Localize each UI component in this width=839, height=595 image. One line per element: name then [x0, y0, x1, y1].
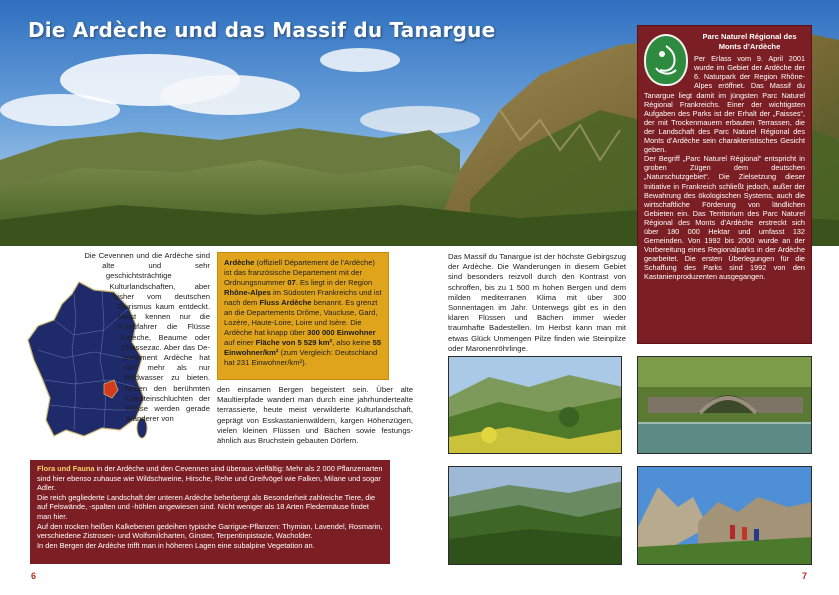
intro-text-continuation: den einsamen Bergen begeistert sein. Über alte Maultierpfade wandert man durch eine jahrhundertealte terrassierte, heute meist verwilderte Kulturlandschaft, geprägt von Esskastanienwäldern, kargen Höhenzügen, vielen kleinen Flüssen und Bächen sowie festungsähnlich aus Bruchstein gebauten Dörfern.	[217, 385, 413, 446]
ardeche-box-text-1: (offiziell Département de l’Ardèche) ist das französische Departement mit der Ordnungsnummer	[224, 258, 375, 287]
ardeche-box-term: Ardèche	[224, 258, 255, 267]
flora-lead: Flora und Fauna	[37, 464, 95, 473]
page-title: Die Ardèche und das Massif du Tanargue	[28, 18, 496, 42]
ardeche-box-text-7: (zum Vergleich: Deutschland hat 231 Einwohner/km²).	[224, 348, 378, 367]
photo-green-hills	[448, 356, 622, 454]
ardeche-box-region: Rhône-Alpes	[224, 288, 271, 297]
photo-forest-valley	[448, 466, 622, 565]
parc-heading: Parc Naturel Régional des Monts d’Ardèche	[702, 32, 797, 51]
flora-paragraph-4: In den Bergen der Ardèche trifft man in höheren Lagen eine subalpine Vegetation an.	[37, 540, 315, 550]
intro-text-column	[30, 251, 210, 451]
ardeche-box-text-3: im Südosten Frankreichs und ist nach dem	[224, 288, 382, 307]
flora-paragraph-3: Auf den trocken heißen Kalkebenen gedeihen typische Garrigue-Pflanzen: Thymian, Lavendel, Rosmarin, verschiedene Zistrosen- und Wolfsmilcharten, Ginster, Terpentinpistazie, Wacholder.	[37, 521, 383, 541]
parc-logo-icon	[644, 34, 688, 86]
parc-paragraph-2: Der Begriff „Parc Naturel Régional“ entspricht in groben Zügen dem deutschen „Naturschutzgebiet“. Die Zielsetzung dieser Initiative in Frankreich schließt jedoch, außer der Bewahrung des ökologischen Systems, auch die wirtschaftliche Förderung von ländlichen Gebieten ein. Das Territorium des Parc Naturel Régional des Monts d’Ardèche erstreckt sich über 180 000 Hektar und umfasst 132 Gemeinden. Von 1992 bis 2000 wurde an der Vorbereitung eines Regionalparks in der Ardèche gearbeitet. Die ersten Überlegungen für die Schaffung des Parks sind 1992 von den Kastanienproduzenten ausgegangen.	[644, 154, 805, 282]
ardeche-box-text-5: auf einer	[224, 338, 256, 347]
ardeche-box-number: 07	[287, 278, 296, 287]
parc-paragraph-1: Per Erlass vom 9. April 2001 wurde im Gebiet der Ardèche der 6. Naturpark der Region Rhône-Alpes eröffnet. Das Massif du Tanargue liegt damit im jüngsten Parc Naturel Régional Frankreichs. Einer der wichtigsten Aufgaben des Parks ist der Erhalt der „Faisses“, der mit Trockenmauern erbauten Terrassen, die der Landschaft des Parc Naturel Régional des Monts d’Ardèche sein charakteristisches Gesicht geben.	[644, 54, 805, 155]
page-number-right: 7	[802, 571, 808, 581]
flora-text-1: in der Ardèche und den Cevennen sind überaus vielfältig: Mehr als 2 000 Pflanzenarten sind hier ebenso zuhause wie Wildschweine, Hirsche, Rehe und Greifvögel wie Falken, Milane und sogar Adler.	[37, 464, 383, 493]
ardeche-box-density: 55 Einwohner/km²	[224, 338, 382, 357]
ardeche-box-text-2: . Es liegt in der Region	[295, 278, 373, 287]
intro-text: Die Cevennen und die Ardèche sind alte und sehr geschichtsträchtige Kulturlandschaften, aber bisher vom deutschen Tourismus kaum entdeckt. Meist kennen nur die Kanufahrer die Flüsse Ardèche, Beaume oder Chassezac. Aber das Departement Ardèche hat viel mehr als nur Wildwasser zu bieten. Neben den berühmten Kalksteinschluchten der Flüsse werden gerade Wanderer von	[84, 251, 210, 424]
photo-stone-bridge	[637, 356, 812, 454]
ardeche-info-box	[217, 252, 389, 380]
ardeche-box-text-4: benannt. Es grenzt an die Departements Drôme, Vaucluse, Gard, Lozère, Haute-Loire, Loire und Isère. Die Ardèche hat knapp über	[224, 298, 378, 337]
ardeche-box-river: Fluss Ardèche	[259, 298, 312, 307]
tanargue-text: Das Massif du Tanargue ist der höchste Gebirgszug der Ardèche. Die Wanderungen in diesem Gebiet sind besonders reizvoll durch den Kontrast von schroffen, bis zu 1 500 m hohen Bergen und dem milden mediterranen Klima mit über 300 Sonnentagen im Jahr. Unterwegs gibt es in den klaren Flüssen und Bächen immer wieder traumhafte Badestellen. Im Herbst kann man mit etwas Glück Unmengen Pilze finden wie Steinpilze oder Maronenröhrlinge.	[448, 252, 626, 353]
ardeche-box-population: 300 000 Einwohner	[307, 328, 376, 337]
flora-fauna-box	[30, 460, 390, 564]
page-number-left: 6	[31, 571, 37, 581]
flora-paragraph-2: Die reich gegliederte Landschaft der unteren Ardèche beherbergt als Besonderheit zahlreiche Tiere, die auf Felswände, -spalten und -höhlen angewiesen sind. Nicht weniger als 18 Arten Fledermäuse findet man hier.	[37, 492, 376, 521]
flora-paragraph-1	[37, 464, 383, 493]
parc-info-box	[637, 25, 812, 344]
ardeche-box-text-6: , also keine	[332, 338, 373, 347]
photo-hikers-rocks	[637, 466, 812, 565]
ardeche-box-area: Fläche von 5 529 km²	[255, 338, 333, 347]
